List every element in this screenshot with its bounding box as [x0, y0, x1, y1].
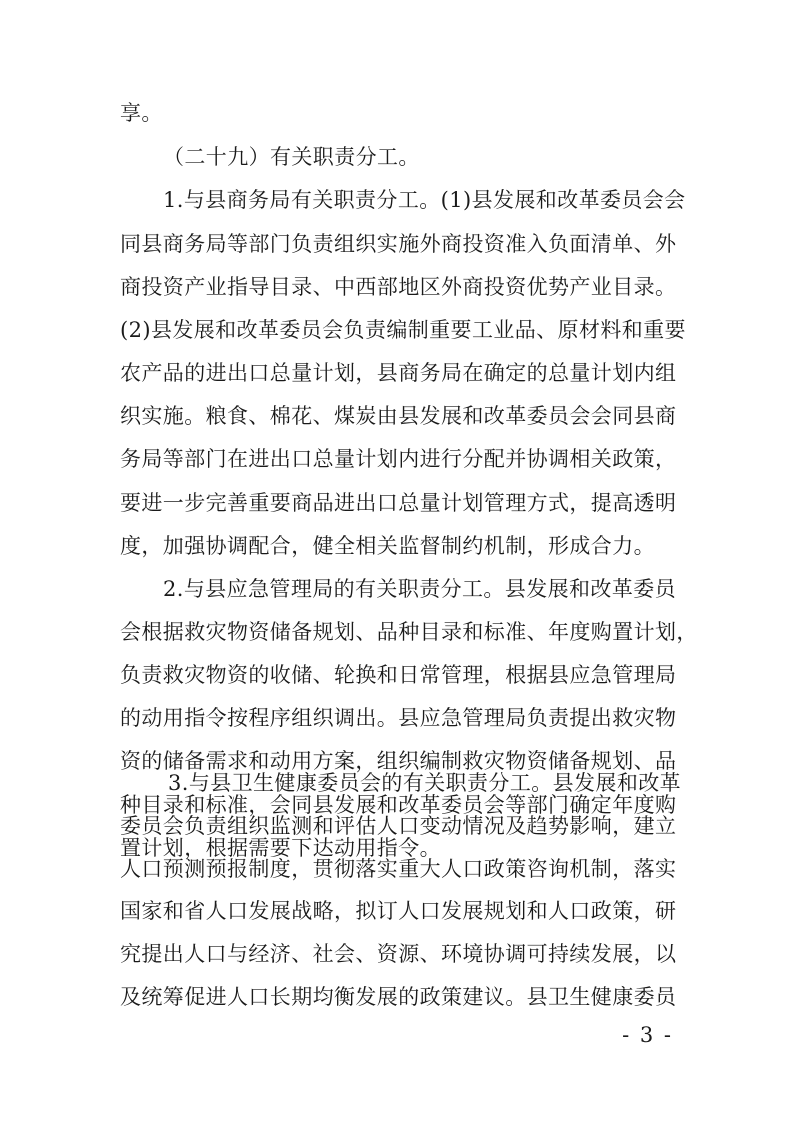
text-line-10: 要进一步完善重要商品进出口总量计划管理方式，提高透明: [120, 491, 677, 515]
text-line-7: 农产品的进出口总量计划，县商务局在确定的总量计划内组: [120, 361, 677, 385]
text-line-22: 国家和省人口发展战略，拟订人口发展规划和人口政策，研: [120, 899, 677, 923]
text-line-9: 务局等部门在进出口总量计划内进行分配并协调相关政策，: [120, 447, 677, 471]
text-line-23: 究提出人口与经济、社会、资源、环境协调可持续发展，以: [120, 942, 677, 966]
text-line-11: 度，加强协调配合，健全相关监督制约机制，形成合力。: [120, 534, 655, 558]
text-line-1: 享。: [120, 101, 163, 125]
text-line-4: 同县商务局等部门负责组织实施外商投资准入负面清单、外: [120, 232, 677, 256]
text-line-5: 商投资产业指导目录、中西部地区外商投资优势产业目录。: [120, 275, 677, 299]
section-heading: （二十九）有关职责分工。: [163, 145, 420, 169]
text-line-17: 种目录和标准，会同县发展和改革委员会等部门确定年度购: [120, 793, 677, 817]
text-line-6: (2)县发展和改革委员会负责编制重要工业品、原材料和重要: [120, 318, 686, 342]
text-line-15: 的动用指令按程序组织调出。县应急管理局负责提出救灾物: [120, 706, 677, 730]
text-line-14: 负责救灾物资的收储、轮换和日常管理，根据县应急管理局: [120, 663, 677, 687]
text-line-21: 人口预测预报制度，贯彻落实重大人口政策咨询机制，落实: [120, 857, 677, 881]
text-line-13: 会根据救灾物资储备规划、品种目录和标准、年度购置计划，: [120, 620, 698, 644]
text-line-12: 2.与县应急管理局的有关职责分工。县发展和改革委员: [163, 577, 677, 601]
text-line-8: 织实施。粮食、棉花、煤炭由县发展和改革委员会会同县商: [120, 404, 677, 428]
text-line-19: 3.与县卫生健康委员会的有关职责分工。县发展和改革: [168, 771, 682, 795]
text-line-3: 1.与县商务局有关职责分工。(1)县发展和改革委员会会: [163, 188, 686, 212]
text-line-20: 委员会负责组织监测和评估人口变动情况及趋势影响，建立: [120, 814, 677, 838]
text-line-24: 及统筹促进人口长期均衡发展的政策建议。县卫生健康委员: [120, 985, 677, 1009]
text-line-16: 资的储备需求和动用方案，组织编制救灾物资储备规划、品: [120, 749, 677, 773]
text-line-18: 置计划，根据需要下达动用指令。: [120, 836, 441, 860]
page-number: - 3 -: [622, 1023, 673, 1047]
